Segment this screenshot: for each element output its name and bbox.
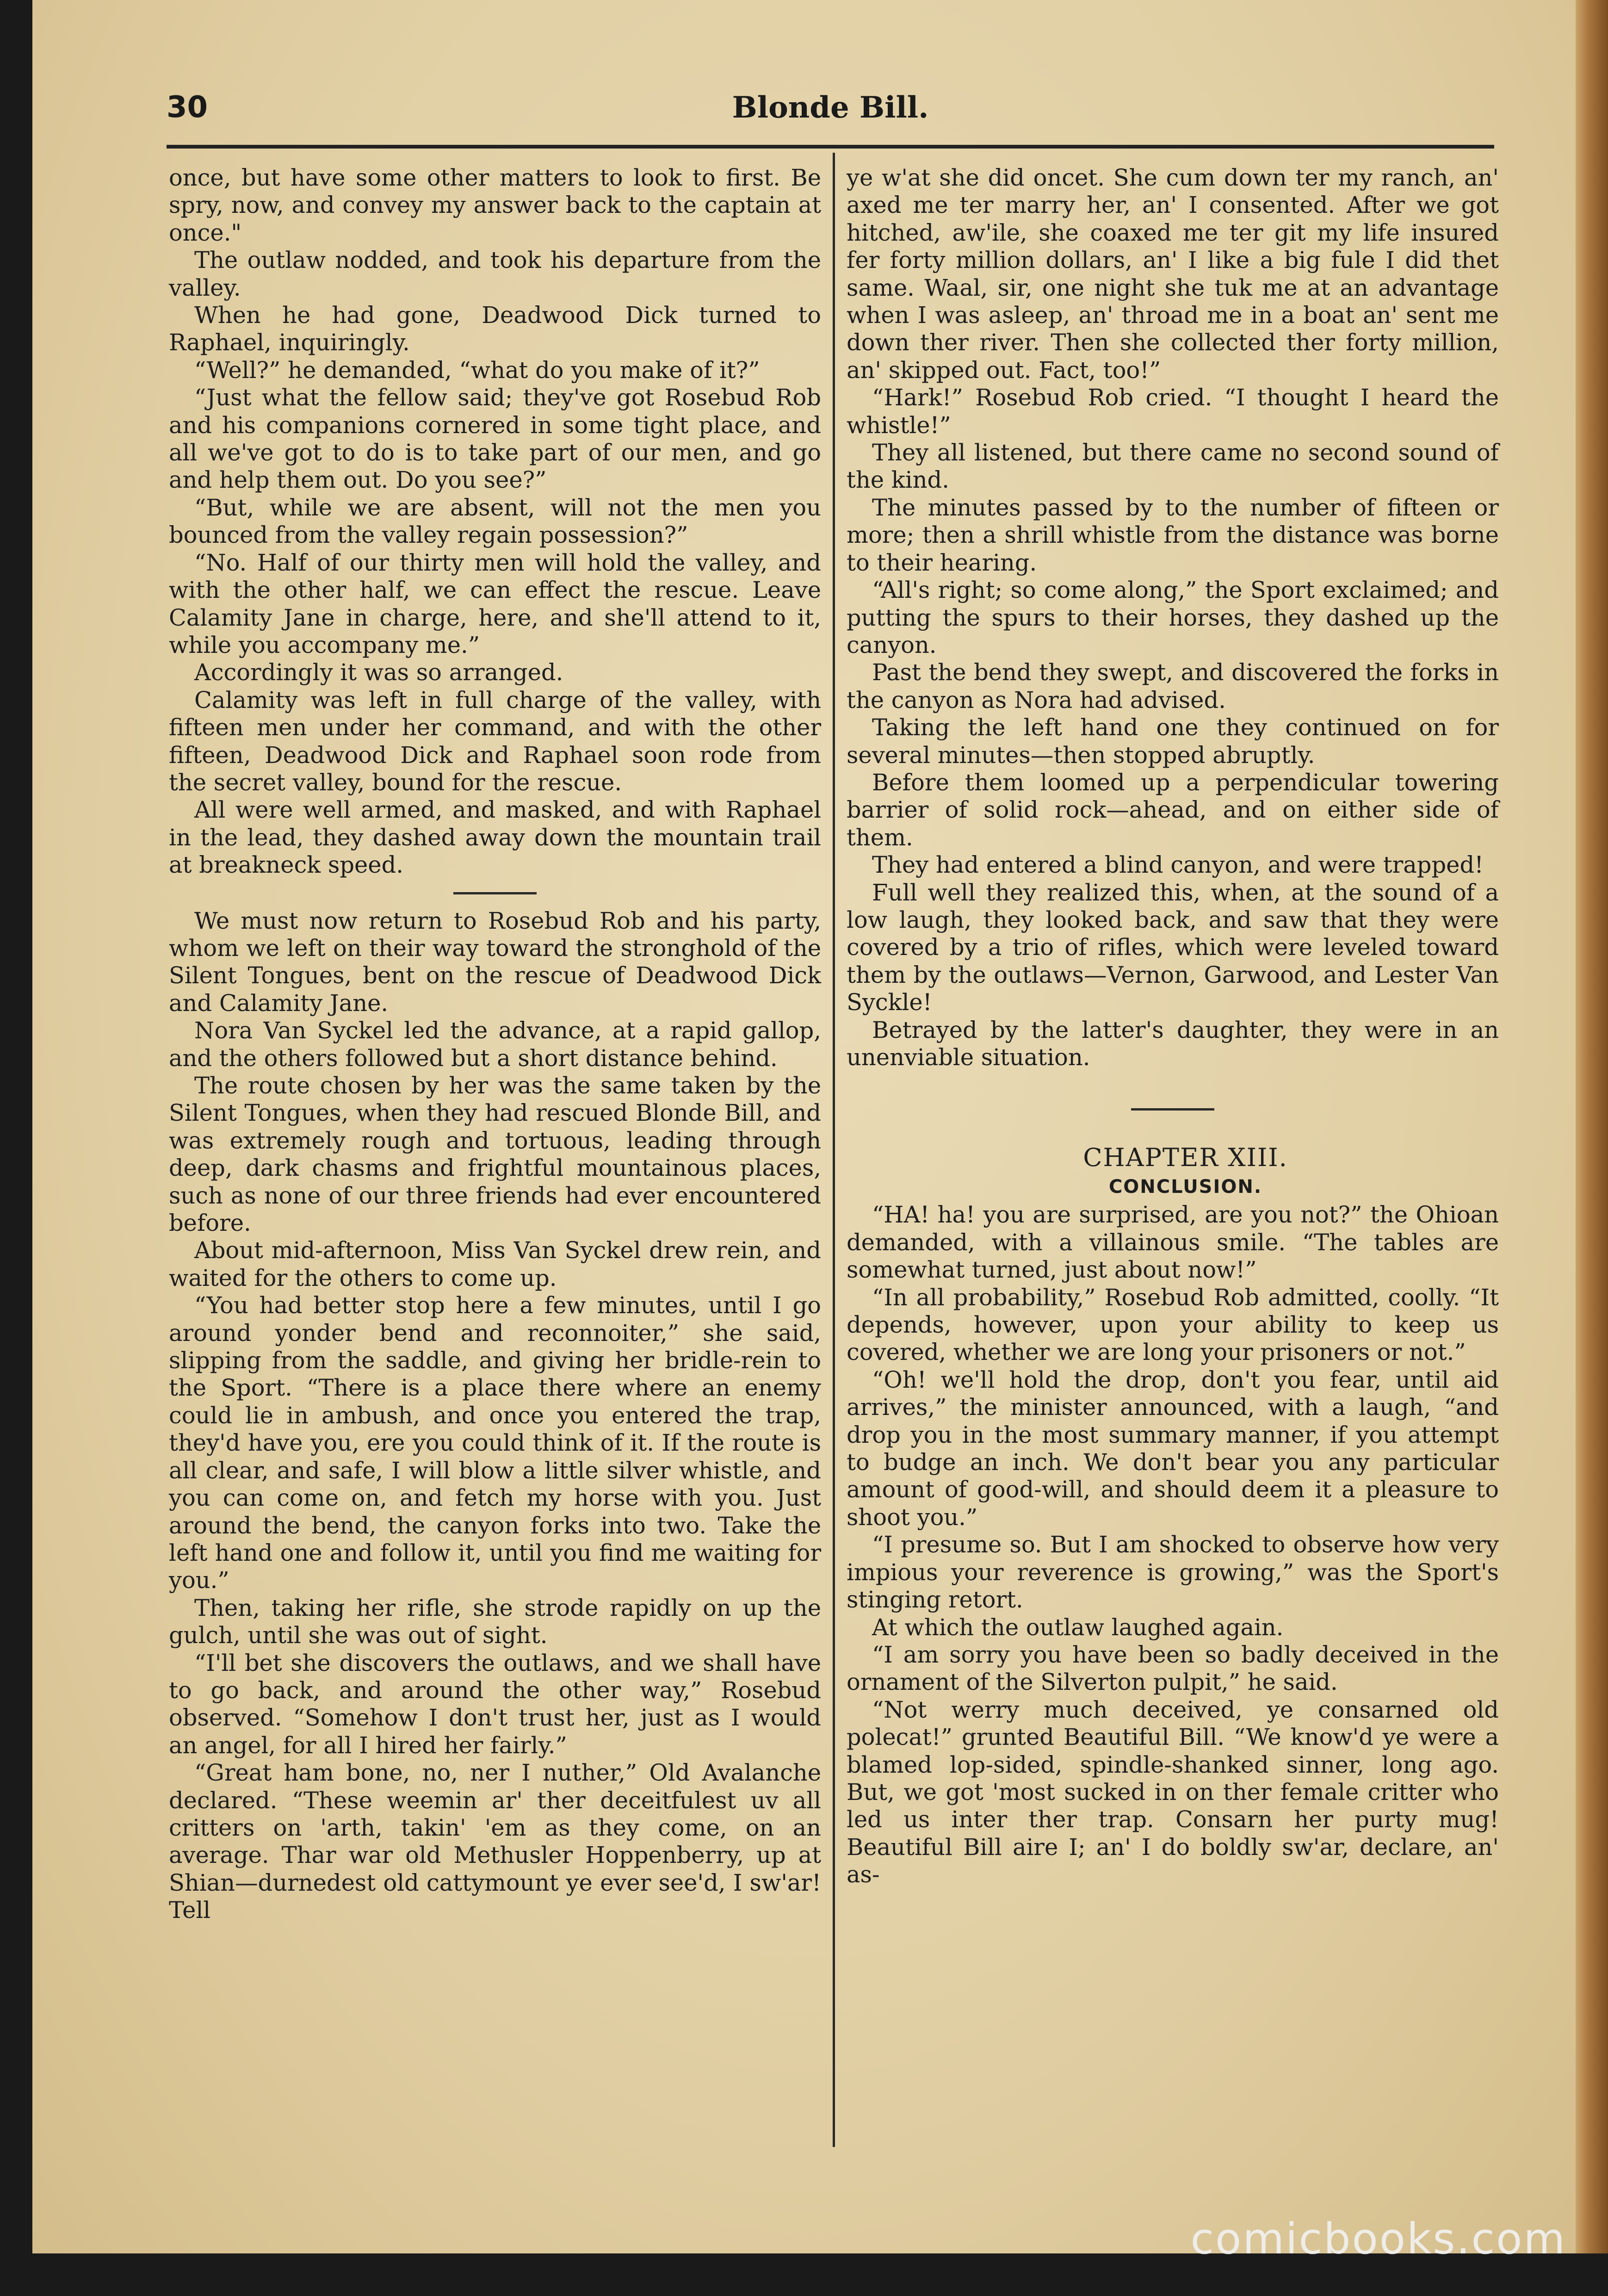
right-column [847, 164, 1499, 1889]
page-header [167, 90, 1494, 141]
paragraph: once, but have some other matters to look to first. Be spry, now, and convey my answer back to the captain at once." [169, 164, 821, 246]
paragraph: We must now return to Rosebud Rob and his party, whom we left on their way toward the stronghold of the Silent Tongues, bent on the rescue of Deadwood Dick and Calamity Jane. [169, 907, 821, 1017]
paragraph: “I am sorry you have been so badly deceived in the ornament of the Silverton pulpit,” he said. [847, 1641, 1499, 1696]
paragraph: Nora Van Syckel led the advance, at a rapid gallop, and the others followed but a short distance behind. [169, 1017, 821, 1072]
paragraph: “Oh! we'll hold the drop, don't you fear, until aid arrives,” the minister announced, with a laugh, “and drop you in the most summary manner, if you attempt to budge an inch. We don't bear you any particular amount of good-will, and should deem it a pleasure to shoot you.” [847, 1366, 1499, 1531]
paragraph: At which the outlaw laughed again. [872, 1613, 1284, 1641]
paragraph: The route chosen by her was the same taken by the Silent Tongues, when they had rescued Blonde Bill, and was extremely rough and tortuous, leading through deep, dark chasms and frightful mountainous places, such as none of our three friends had ever encountered before. [169, 1072, 821, 1237]
page-number: 30 [167, 90, 208, 124]
left-column [169, 164, 821, 1924]
header-rule [167, 145, 1494, 149]
column-rule [833, 153, 835, 2147]
paragraph: Betrayed by the latter's daughter, they were in an unenviable situation. [847, 1016, 1499, 1071]
chapter-subtitle: CONCLUSION. [1108, 1176, 1262, 1198]
paragraph: They had entered a blind canyon, and were trapped! [872, 851, 1484, 879]
paragraph: Then, taking her rifle, she strode rapidly on up the gulch, until she was out of sight. [169, 1594, 821, 1649]
paragraph: Before them loomed up a perpendicular towering barrier of solid rock—ahead, and on either side of them. [847, 769, 1499, 851]
paragraph: Taking the left hand one they continued on for several minutes—then stopped abruptly. [847, 714, 1499, 769]
paragraph: “Hark!” Rosebud Rob cried. “I thought I heard the whistle!” [847, 384, 1499, 439]
paragraph: Calamity was left in full charge of the valley, with fifteen men under her command, and with the other fifteen, Deadwood Dick and Raphael soon rode from the secret valley, bound for the rescue. [169, 686, 821, 796]
site-watermark: comicbooks.com [1190, 2214, 1566, 2264]
section-divider [453, 892, 537, 894]
paragraph: “All's right; so come along,” the Sport exclaimed; and putting the spurs to their horses, they dashed up the canyon. [847, 577, 1499, 658]
paragraph: “Not werry much deceived, ye consarned old polecat!” grunted Beautiful Bill. “We know'd ye were a blamed lop-sided, spindle-shanked sinner, long ago. But, we got 'most sucked in on ther female critter who led us inter ther trap. Consarn her purty mug! Beautiful Bill aire I; an' I do boldly sw'ar, declare, an' as- [847, 1696, 1499, 1888]
chapter-divider [1131, 1108, 1214, 1111]
paragraph: The minutes passed by to the number of fifteen or more; then a shrill whistle from the distance was borne to their hearing. [847, 494, 1499, 576]
chapter-title: CHAPTER XIII. [1083, 1143, 1288, 1173]
paragraph: “No. Half of our thirty men will hold the valley, and with the other half, we can effect the rescue. Leave Calamity Jane in charge, here, and she'll attend to it, while you accompany me.” [169, 549, 821, 658]
paragraph: All were well armed, and masked, and with Raphael in the lead, they dashed away down the mountain trail at breakneck speed. [169, 796, 821, 879]
paragraph: “HA! ha! you are surprised, are you not?” the Ohioan demanded, with a villainous smile. “The tables are somewhat turned, just about now!” [847, 1201, 1499, 1284]
paragraph: “Well?” he demanded, “what do you make of it?” [194, 356, 760, 384]
paragraph: “In all probability,” Rosebud Rob admitted, coolly. “It depends, however, upon your ability to keep us covered, whether we are long your prisoners or not.” [847, 1284, 1499, 1366]
paragraph: “I presume so. But I am shocked to observe how very impious your reverence is growing,” was the Sport's stinging retort. [847, 1531, 1499, 1613]
binding-edge [1576, 0, 1608, 2253]
paragraph: “You had better stop here a few minutes, until I go around yonder bend and reconnoiter,” she said, slipping from the saddle, and giving her bridle-rein to the Sport. “There is a place there where an enemy could lie in ambush, and once you entered the trap, they'd have you, ere you could think of it. If the route is all clear, and safe, I will blow a little silver whistle, and you can come on, and fetch my horse with you. Just around the bend, the canyon forks into two. Take the left hand one and follow it, until you find me waiting for you.” [169, 1292, 821, 1594]
paragraph: When he had gone, Deadwood Dick turned to Raphael, inquiringly. [169, 302, 821, 356]
paragraph: The outlaw nodded, and took his departure from the valley. [169, 247, 821, 301]
paragraph: Past the bend they swept, and discovered the forks in the canyon as Nora had advised. [847, 659, 1499, 714]
paragraph: Full well they realized this, when, at the sound of a low laugh, they looked back, and saw that they were covered by a trio of rifles, which were leveled toward them by the outlaws—Vernon, Garwood, and Lester Van Syckle! [847, 879, 1499, 1016]
paragraph: Accordingly it was so arranged. [194, 659, 563, 686]
paragraph: ye w'at she did oncet. She cum down ter my ranch, an' axed me ter marry her, an' I consented. After we got hitched, aw'ile, she coaxed me ter git my life insured fer forty million dollars, an' I like a big fule I did thet same. Waal, sir, one night she tuk me at an advantage when I was asleep, an' throad me in a boat an' sent me down ther river. Then she collected ther forty million, an' skipped out. Fact, too!” [847, 164, 1499, 384]
paragraph: About mid-afternoon, Miss Van Syckel drew rein, and waited for the others to come up. [169, 1237, 821, 1291]
paragraph: They all listened, but there came no second sound of the kind. [847, 439, 1499, 494]
paragraph: “Just what the fellow said; they've got Rosebud Rob and his companions cornered in some tight place, and all we've got to do is to take part of our men, and go and help them out. Do you see?” [169, 384, 821, 494]
paragraph: “I'll bet she discovers the outlaws, and we shall have to go back, and around the other way,” Rosebud observed. “Somehow I don't trust her, just as I would an angel, for all I hired her fairly.” [169, 1649, 821, 1759]
paragraph: “Great ham bone, no, ner I nuther,” Old Avalanche declared. “These weemin ar' ther deceitfulest uv all critters on 'arth, takin' 'em as they come, on an average. Thar war old Methusler Hoppenberry, up at Shian—durnedest old cattymount ye ever see'd, I sw'ar! Tell [169, 1759, 821, 1924]
paragraph: “But, while we are absent, will not the men you bounced from the valley regain possession?” [169, 494, 821, 549]
running-title: Blonde Bill. [732, 90, 929, 125]
